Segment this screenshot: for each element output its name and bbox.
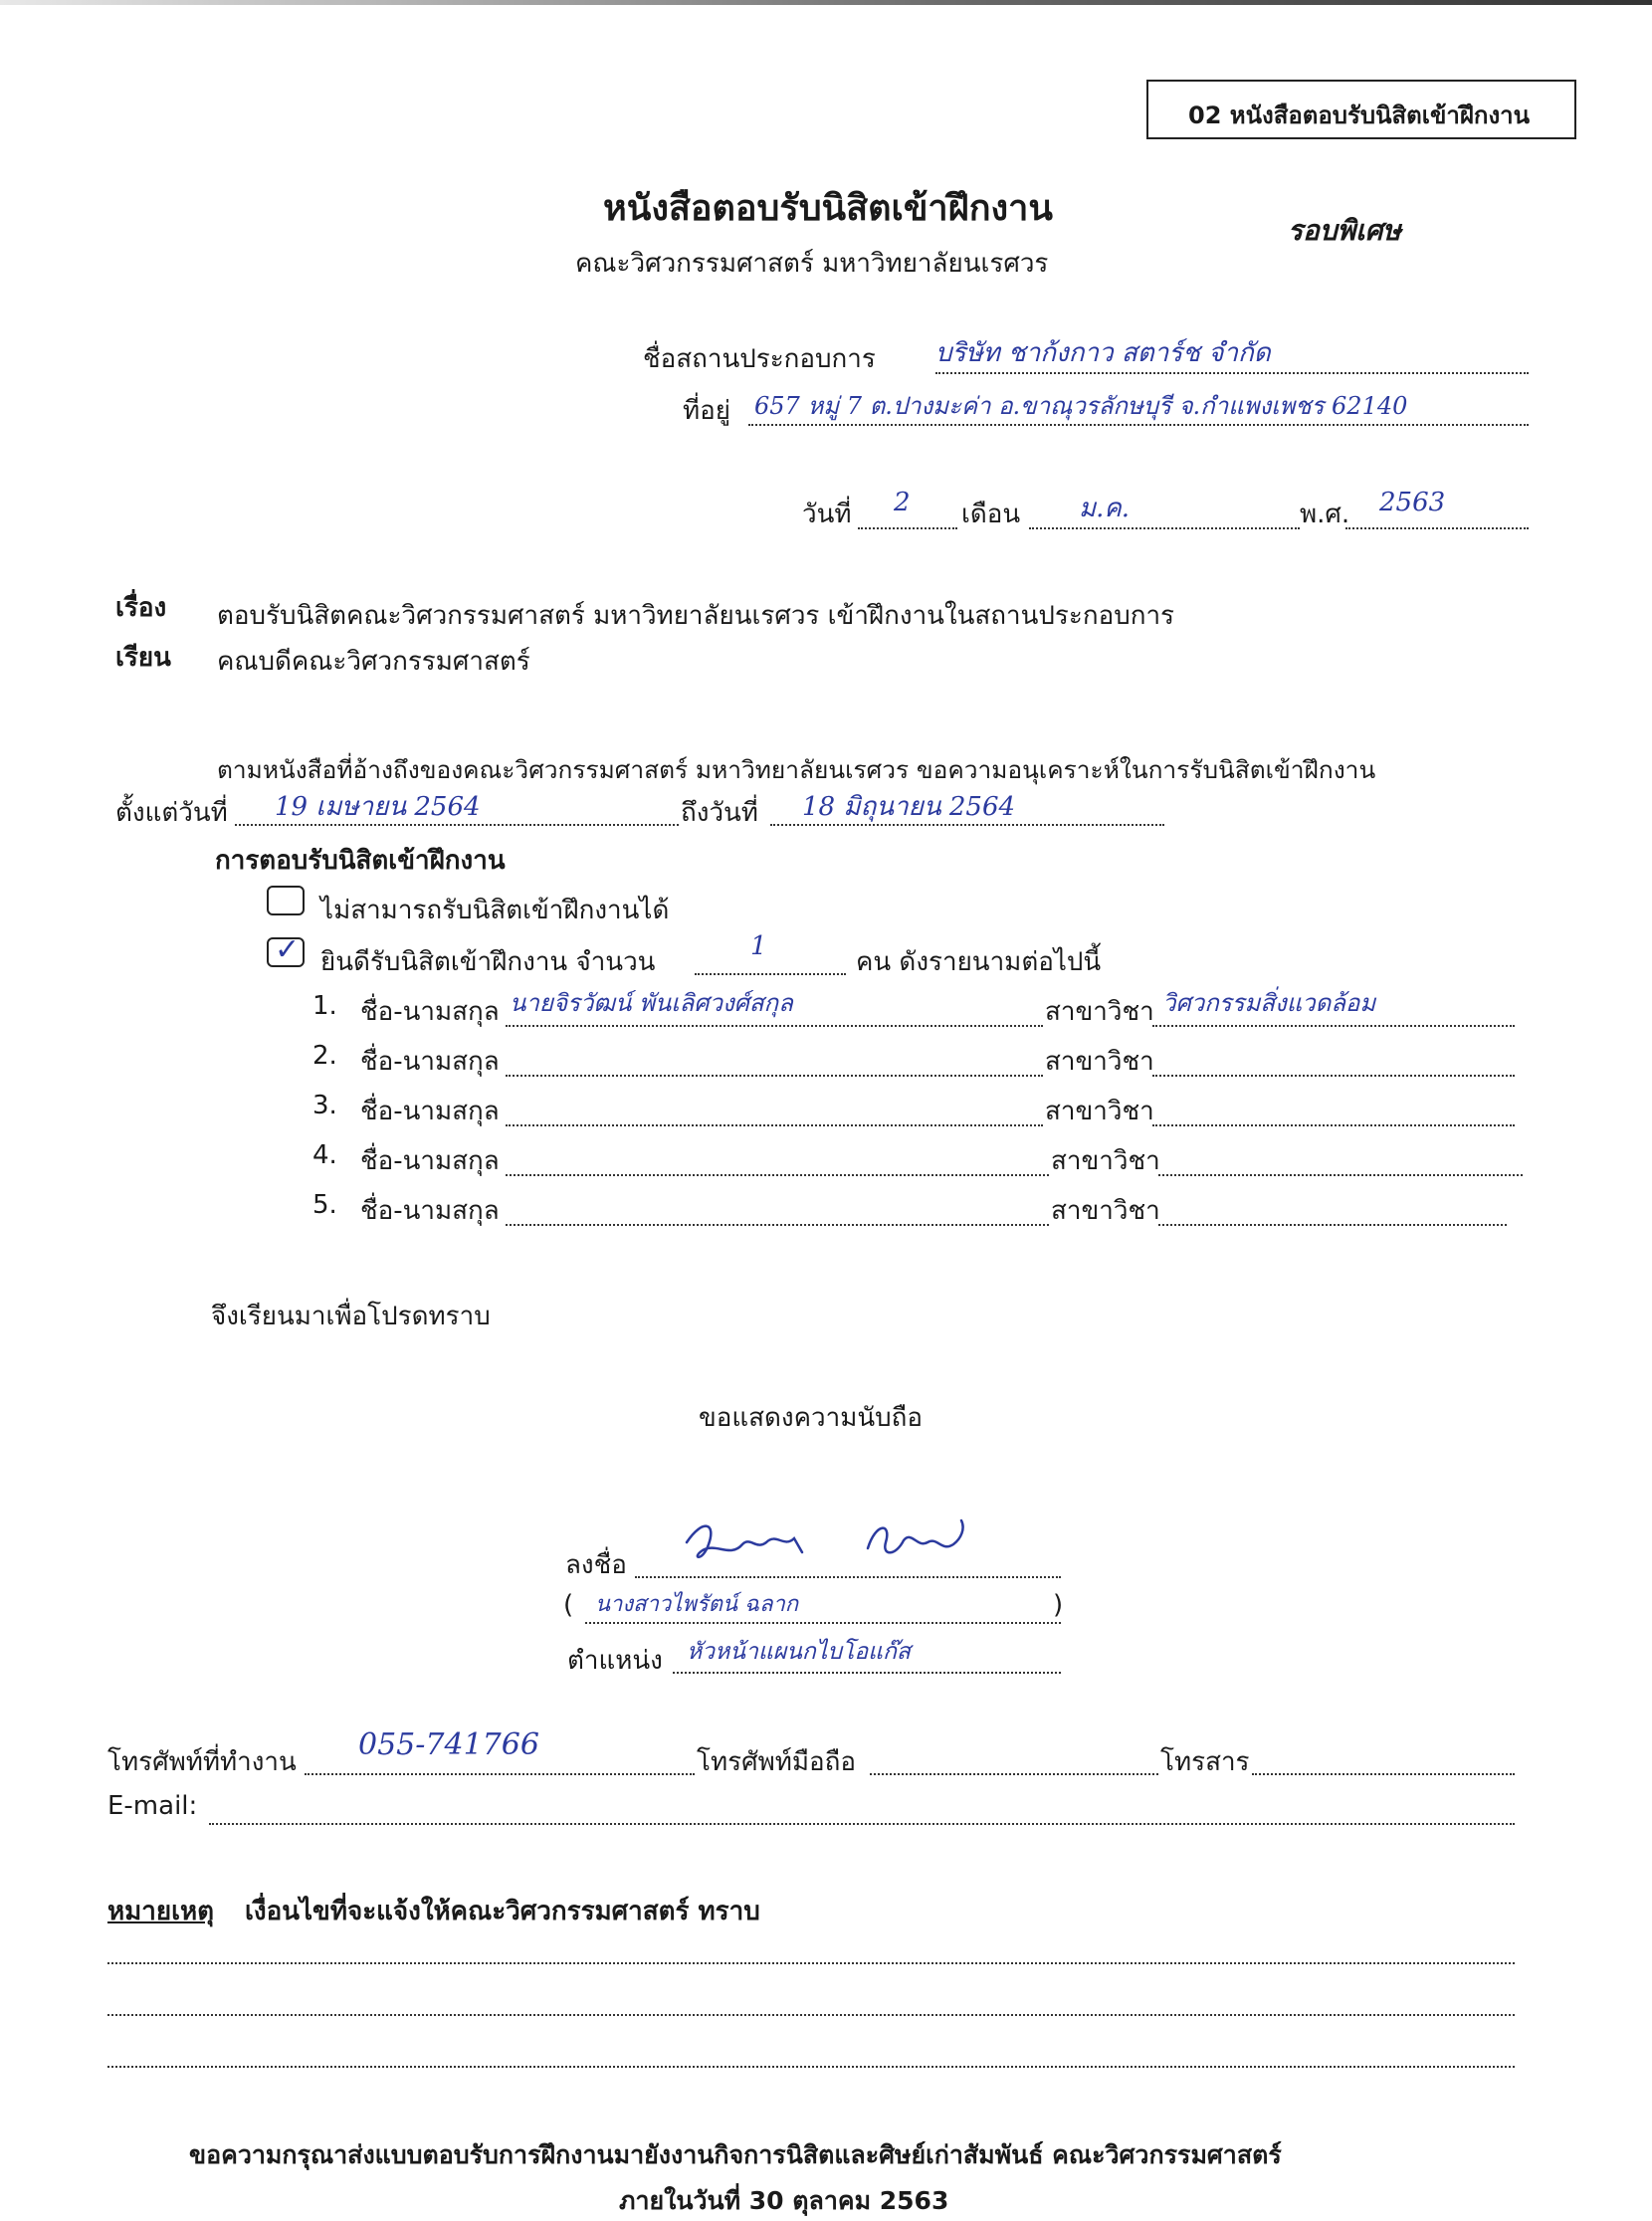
- round-note: รอบพิเศษ: [1288, 214, 1401, 247]
- position-line: [673, 1672, 1061, 1674]
- accept-checkbox[interactable]: [267, 932, 305, 967]
- student-major-label: สาขาวิชา: [1051, 1196, 1160, 1226]
- remarks-label: หมายเหตุ: [107, 1897, 215, 1926]
- document-subtitle: คณะวิศวกรรมศาสตร์ มหาวิทยาลัยนเรศวร: [575, 249, 1049, 279]
- footer-line-1: ขอความกรุณาส่งแบบตอบรับการฝึกงานมายังงานกิจการนิสิตและศิษย์เก่าสัมพันธ์ คณะวิศวกรรมศาสตร์: [189, 2140, 1282, 2169]
- to-label: เรียน: [115, 643, 171, 673]
- accept-option-label: ยินดีรับนิสิตเข้าฝึกงาน จำนวน: [320, 947, 656, 977]
- check-mark-icon: ✓: [275, 932, 301, 967]
- student-major-label: สาขาวิชา: [1045, 1047, 1154, 1077]
- student-name-label: ชื่อ-นามสกุล: [360, 1047, 500, 1077]
- student-row-number: 4.: [312, 1140, 337, 1170]
- paren-open: (: [563, 1590, 574, 1620]
- date-month-label: เดือน: [961, 500, 1021, 529]
- to-text: คณบดีคณะวิศวกรรมศาสตร์: [217, 647, 530, 677]
- subject-text: ตอบรับนิสิตคณะวิศวกรรมศาสตร์ มหาวิทยาลัยนเรศวร เข้าฝึกงานในสถานประกอบการ: [217, 601, 1175, 631]
- student-name-line: [506, 1224, 1049, 1226]
- body-line-1: ตามหนังสือที่อ้างถึงของคณะวิศวกรรมศาสตร์ มหาวิทยาลัยนเรศวร ขอความอนุเคราะห์ในการรับนิสิตเข้าฝึกงาน: [217, 755, 1376, 784]
- period-from-label: ตั้งแต่วันที่: [115, 798, 228, 828]
- student-name-label: ชื่อ-นามสกุล: [360, 1196, 500, 1226]
- printed-name-value: นางสาวไพรัตน์ ฉลาก: [595, 1592, 799, 1617]
- accept-count-suffix: คน ดังรายนามต่อไปนี้: [856, 947, 1102, 977]
- student-major-value: วิศวกรรมสิ่งแวดล้อม: [1162, 989, 1376, 1017]
- date-day-value: 2: [894, 488, 911, 517]
- establishment-name-label: ชื่อสถานประกอบการ: [643, 344, 876, 374]
- student-major-line: [1158, 1174, 1523, 1176]
- student-row-number: 5.: [312, 1190, 337, 1220]
- office-phone-line: [305, 1773, 695, 1775]
- remarks-line-2: [107, 2014, 1515, 2016]
- student-major-line: [1152, 1075, 1515, 1077]
- fax-label: โทรสาร: [1160, 1747, 1250, 1777]
- inform-text: จึงเรียนมาเพื่อโปรดทราบ: [211, 1302, 491, 1331]
- reject-option-label: ไม่สามารถรับนิสิตเข้าฝึกงานได้: [320, 896, 670, 925]
- student-major-line: [1152, 1025, 1515, 1027]
- accept-count-line: [695, 973, 846, 975]
- regards-text: ขอแสดงความนับถือ: [699, 1403, 923, 1433]
- student-row-number: 1.: [312, 991, 337, 1021]
- signature-text: ไวพร์วงศ์ ฉลาก: [673, 1578, 680, 1579]
- email-label: E-mail:: [107, 1791, 198, 1821]
- email-line: [209, 1823, 1515, 1825]
- student-major-label: สาขาวิชา: [1045, 997, 1154, 1027]
- accept-count-value: 1: [750, 931, 767, 961]
- paren-close: ): [1053, 1590, 1064, 1620]
- student-row-number: 2.: [312, 1041, 337, 1071]
- date-year-label: พ.ศ.: [1300, 500, 1350, 529]
- period-from-value: 19 เมษายน 2564: [275, 792, 481, 822]
- position-label: ตำแหน่ง: [567, 1646, 663, 1676]
- scan-top-edge: [0, 0, 1652, 5]
- date-month-value: ม.ค.: [1079, 494, 1131, 523]
- remarks-line-1: [107, 1962, 1515, 1964]
- student-name-label: ชื่อ-นามสกุล: [360, 1097, 500, 1126]
- student-major-label: สาขาวิชา: [1045, 1097, 1154, 1126]
- date-year-value: 2563: [1379, 488, 1446, 517]
- footer-line-2: ภายในวันที่ 30 ตุลาคม 2563: [619, 2186, 949, 2215]
- student-row-number: 3.: [312, 1091, 337, 1120]
- period-to-label: ถึงวันที่: [681, 798, 758, 828]
- period-to-value: 18 มิถุนายน 2564: [802, 792, 1016, 822]
- fax-line: [1252, 1773, 1515, 1775]
- student-major-line: [1158, 1224, 1507, 1226]
- date-day-label: วันที่: [802, 500, 852, 529]
- document-title: หนังสือตอบรับนิสิตเข้าฝึกงาน: [603, 188, 1053, 229]
- acceptance-heading: การตอบรับนิสิตเข้าฝึกงาน: [215, 846, 506, 876]
- mobile-line: [870, 1773, 1158, 1775]
- mobile-label: โทรศัพท์มือถือ: [697, 1747, 856, 1777]
- signature-image: [673, 1509, 991, 1584]
- student-name-value: นายจิรวัฒน์ พันเลิศวงศ์สกุล: [510, 989, 793, 1017]
- printed-name-line: [585, 1622, 1061, 1624]
- date-year-line: [1345, 527, 1529, 529]
- position-value: หัวหน้าแผนกไบโอแก๊ส: [687, 1639, 911, 1665]
- address-value: 657 หมู่ 7 ต.ปางมะค่า อ.ขาณุวรลักษบุรี จ.กำแพงเพชร 62140: [754, 392, 1408, 420]
- subject-label: เรื่อง: [115, 593, 167, 623]
- establishment-name-value: บริษัท ชาก้งกาว สตาร์ช จำกัด: [935, 338, 1271, 368]
- reject-checkbox[interactable]: [267, 886, 305, 915]
- student-name-line: [506, 1124, 1043, 1126]
- date-month-line: [1029, 527, 1300, 529]
- student-major-line: [1152, 1124, 1515, 1126]
- remarks-text: เงื่อนไขที่จะแจ้งให้คณะวิศวกรรมศาสตร์ ทราบ: [245, 1897, 760, 1926]
- office-phone-label: โทรศัพท์ที่ทำงาน: [107, 1747, 297, 1777]
- student-name-line: [506, 1174, 1049, 1176]
- office-phone-value: 055-741766: [358, 1727, 539, 1762]
- student-major-label: สาขาวิชา: [1051, 1146, 1160, 1176]
- student-name-label: ชื่อ-นามสกุล: [360, 997, 500, 1027]
- student-name-line: [506, 1075, 1043, 1077]
- student-name-label: ชื่อ-นามสกุล: [360, 1146, 500, 1176]
- date-day-line: [858, 527, 957, 529]
- student-name-line: [506, 1025, 1043, 1027]
- remarks-line-3: [107, 2066, 1515, 2068]
- address-label: ที่อยู่: [683, 396, 730, 426]
- form-tag-label: 02 หนังสือตอบรับนิสิตเข้าฝึกงาน: [1188, 101, 1531, 129]
- sign-label: ลงชื่อ: [565, 1550, 627, 1580]
